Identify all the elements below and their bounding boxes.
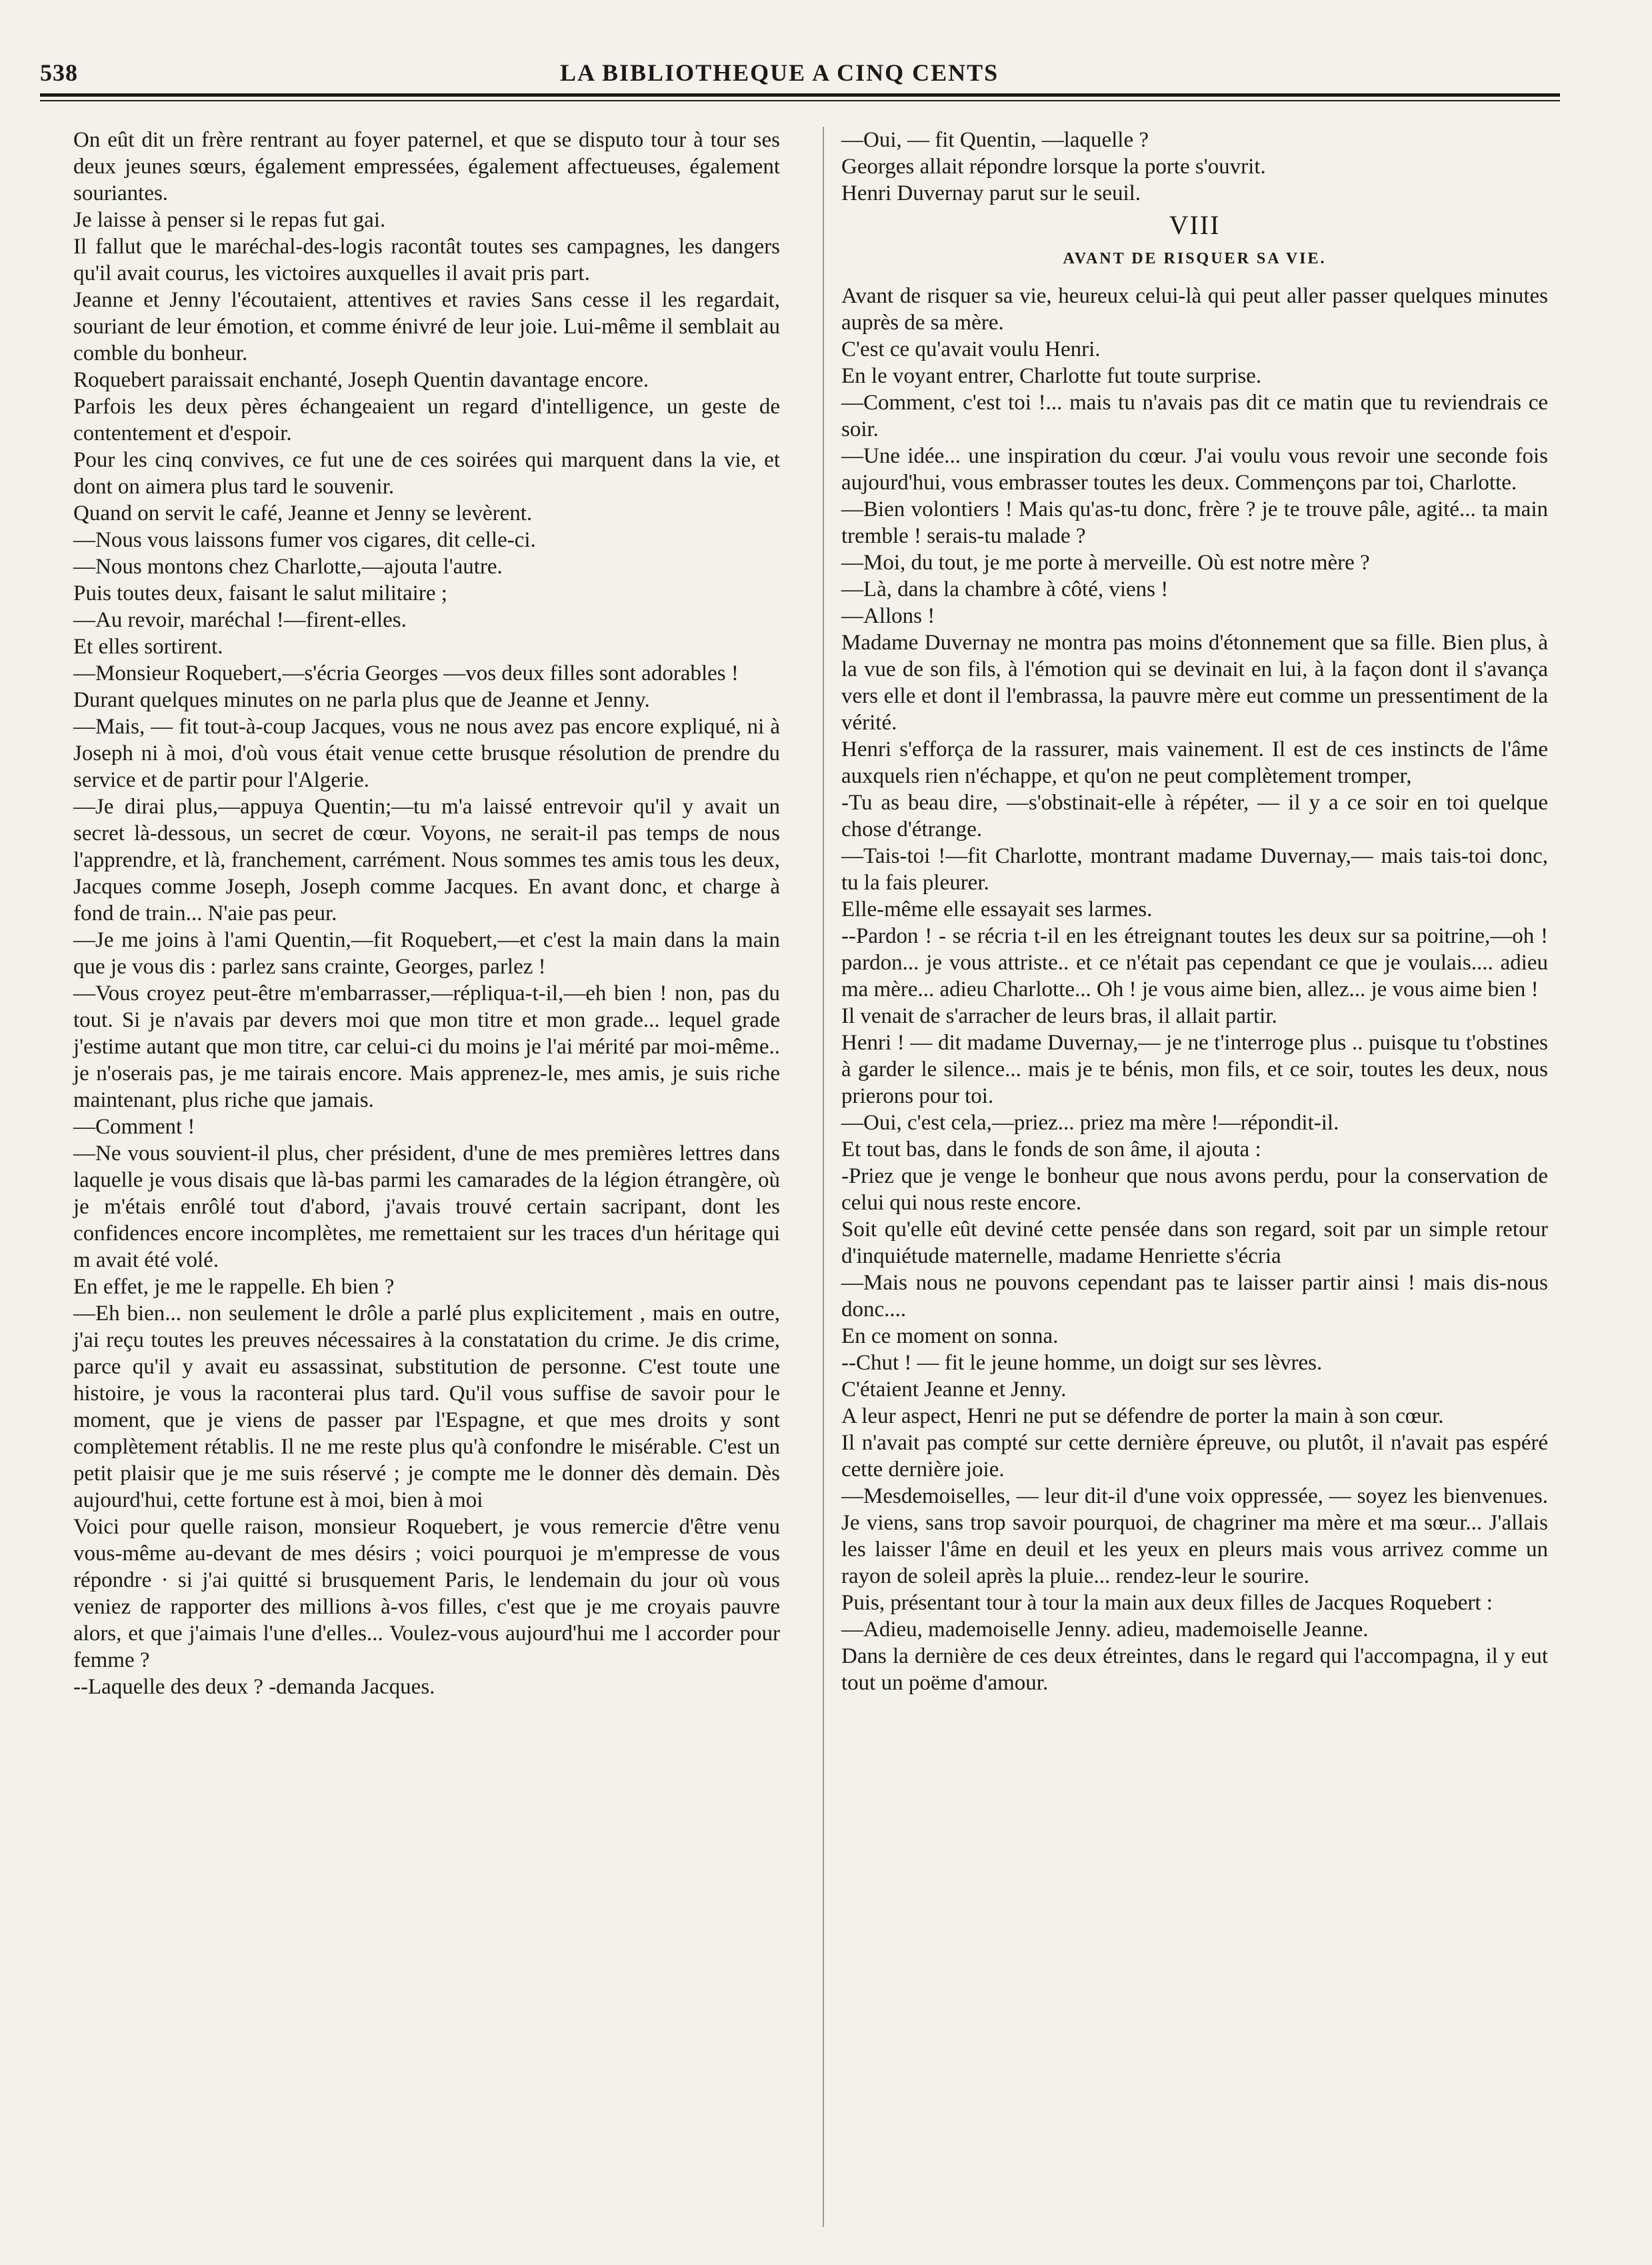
paragraph: Puis toutes deux, faisant le salut militaire ; bbox=[73, 581, 447, 605]
paragraph: A leur aspect, Henri ne put se défendre de porter la main à son cœur. bbox=[841, 1404, 1444, 1428]
paragraph: Pour les cinq convives, ce fut une de ces soirées qui marquent dans la vie, et dont on aimera plus tard le souvenir. bbox=[73, 448, 780, 499]
paragraph: —Une idée... une inspiration du cœur. J'ai voulu vous revoir une seconde fois aujourd'hui, vous embrasser toutes les deux. Commençons par toi, Charlotte. bbox=[841, 444, 1548, 495]
paragraph: —Vous croyez peut-être m'embarrasser,—répliqua-t-il,—eh bien ! non, pas du tout. Si je n'avais par devers moi que mon titre et mon grade... lequel grade j'estime autant que mon titre, car celui-ci du moins je l'ai mérité par moi-même.. je n'oserais pas, je me tairais encore. Mais apprenez-le, mes amis, je suis riche maintenant, plus riche que jamais. bbox=[73, 981, 780, 1112]
paragraph: En ce moment on sonna. bbox=[841, 1324, 1059, 1348]
paragraph: —Monsieur Roquebert,—s'écria Georges —vos deux filles sont adorables ! bbox=[73, 661, 739, 685]
paragraph: --Pardon ! - se récria t-il en les étreignant toutes les deux sur sa poitrine,—oh ! pardon... je vous attriste.. et ce n'était pas cependant ce que je voulais.... adieu ma mère... adieu Charlotte... Oh ! je vous aime bien, allez... je vous aime bien ! bbox=[841, 924, 1548, 1001]
paragraph: Puis, présentant tour à tour la main aux deux filles de Jacques Roquebert : bbox=[841, 1591, 1493, 1615]
paragraph: Durant quelques minutes on ne parla plus que de Jeanne et Jenny. bbox=[73, 688, 650, 712]
paragraph: —Nous vous laissons fumer vos cigares, dit celle-ci. bbox=[73, 528, 536, 552]
page-header bbox=[40, 59, 1560, 99]
paragraph: —Mesdemoiselles, — leur dit-il d'une voix oppressée, — soyez les bienvenues. Je viens, sans trop savoir pourquoi, de chagriner ma mère et ma sœur... J'allais les laisser l'âme en deuil et les yeux en pleurs mais vous arrivez comme un rayon de soleil après la pluie... rendez-leur le sourire. bbox=[841, 1484, 1548, 1588]
paragraph: —Je dirai plus,—appuya Quentin;—tu m'a laissé entrevoir qu'il y avait un secret là-dessous, un secret de cœur. Voyons, ne serait-il pas temps de nous l'apprendre, et là, franchement, carrément. Nous sommes tes amis tous les deux, Jacques comme Joseph, Joseph comme Jacques. En avant donc, et charge à fond de train... N'aie pas peur. bbox=[73, 795, 780, 925]
paragraph: Roquebert paraissait enchanté, Joseph Quentin davantage encore. bbox=[73, 368, 649, 392]
paragraph: —Ne vous souvient-il plus, cher président, d'une de mes premières lettres dans laquelle je vous disais que là-bas parmi les camarades de la légion étrangère, où je m'étais enrôlé tout d'abord, j'avais trouvé certain sacripant, dont les confidences encore incomplètes, me remettaient sur les traces d'un héritage qui m avait été volé. bbox=[73, 1142, 780, 1272]
paragraph: —Tais-toi !—fit Charlotte, montrant madame Duvernay,— mais tais-toi donc, tu la fais pleurer. bbox=[841, 844, 1548, 895]
paragraph: Voici pour quelle raison, monsieur Roquebert, je vous remercie d'être venu vous-même au-devant de mes désirs ; voici pourquoi je m'empresse de vous répondre · si j'ai quitté si brusquement Paris, le lendemain du jour où vous veniez de rapporter des millions à-vos filles, c'est que je me croyais pauvre alors, et que j'aimais l'une d'elles... Voulez-vous aujourd'hui me l accorder pour femme ? bbox=[73, 1515, 780, 1672]
paragraph: —Mais nous ne pouvons cependant pas te laisser partir ainsi ! mais dis-nous donc.... bbox=[841, 1271, 1548, 1322]
paragraph: Quand on servit le café, Jeanne et Jenny se levèrent. bbox=[73, 501, 533, 525]
paragraph: —Là, dans la chambre à côté, viens ! bbox=[841, 577, 1169, 601]
paragraph: Henri s'efforça de la rassurer, mais vainement. Il est de ces instincts de l'âme auxquels rien n'échappe, et qu'on ne peut complètement tromper, bbox=[841, 737, 1548, 788]
right-column bbox=[841, 127, 1548, 1696]
page-number: 538 bbox=[40, 59, 78, 86]
paragraph: —Comment ! bbox=[73, 1115, 195, 1139]
paragraph: —Adieu, mademoiselle Jenny. adieu, mademoiselle Jeanne. bbox=[841, 1618, 1369, 1642]
paragraph: —Eh bien... non seulement le drôle a parlé plus explicitement , mais en outre, j'ai reçu toutes les preuves nécessaires à la constatation du crime. Je dis crime, parce qu'il y avait eu assassinat, substitution de personne. C'est toute une histoire, je vous la raconterai plus tard. Qu'il vous suffise de savoir pour le moment, que je viens de passer par l'Espagne, et que mes droits y sont complètement rétablis. Il ne me reste plus qu'à confondre le misérable. C'est un petit plaisir que je me suis réservé ; je compte me le donner dès demain. Dès aujourd'hui, cette fortune est à moi, bien à moi bbox=[73, 1302, 780, 1512]
paragraph: Parfois les deux pères échangeaient un regard d'intelligence, un geste de contentement et d'espoir. bbox=[73, 395, 780, 445]
chapter-title: AVANT DE RISQUER SA VIE. bbox=[1063, 250, 1327, 267]
paragraph: Jeanne et Jenny l'écoutaient, attentives et ravies Sans cesse il les regardait, souriant de leur émotion, et comme énivré de leur joie. Lui-même il semblait au comble du bonheur. bbox=[73, 288, 780, 365]
paragraph: Soit qu'elle eût deviné cette pensée dans son regard, soit par un simple retour d'inquiétude maternelle, madame Henriette s'écria bbox=[841, 1218, 1548, 1268]
header-rule-thin bbox=[40, 100, 1560, 101]
paragraph: —Au revoir, maréchal !—firent-elles. bbox=[73, 608, 407, 632]
paragraph: Avant de risquer sa vie, heureux celui-là qui peut aller passer quelques minutes auprès de sa mère. bbox=[841, 284, 1548, 335]
paragraph: —Oui, c'est cela,—priez... priez ma mère !—répondit-il. bbox=[841, 1111, 1339, 1135]
paragraph: —Mais, — fit tout-à-coup Jacques, vous ne nous avez pas encore expliqué, ni à Joseph ni à moi, d'où vous était venue cette brusque résolution de prendre du service et de partir pour l'Algerie. bbox=[73, 715, 780, 792]
paragraph: On eût dit un frère rentrant au foyer paternel, et que se disputo tour à tour ses deux jeunes sœurs, également empressées, également affectueuses, également souriantes. bbox=[73, 128, 780, 205]
chapter-number: VIII bbox=[1169, 210, 1221, 240]
paragraph: —Moi, du tout, je me porte à merveille. Où est notre mère ? bbox=[841, 551, 1370, 575]
paragraph: Madame Duvernay ne montra pas moins d'étonnement que sa fille. Bien plus, à la vue de son fils, à l'émotion qui se devinait en lui, à la façon dont il s'avança vers elle et dont il l'embrassa, la pauvre mère eut comme un pressentiment de la vérité. bbox=[841, 631, 1548, 735]
paragraph: C'est ce qu'avait voulu Henri. bbox=[841, 337, 1101, 361]
paragraph: En effet, je me le rappelle. Eh bien ? bbox=[73, 1275, 395, 1299]
paragraph: Il n'avait pas compté sur cette dernière épreuve, ou plutôt, il n'avait pas espéré cette dernière joie. bbox=[841, 1431, 1548, 1482]
column-divider bbox=[823, 127, 824, 2227]
paragraph: -Tu as beau dire, —s'obstinait-elle à répéter, — il y a ce soir en toi quelque chose d'étrange. bbox=[841, 791, 1548, 841]
left-column bbox=[73, 127, 780, 1700]
paragraph: Il venait de s'arracher de leurs bras, il allait partir. bbox=[841, 1004, 1277, 1028]
paragraph: --Chut ! — fit le jeune homme, un doigt sur ses lèvres. bbox=[841, 1351, 1323, 1375]
paragraph: —Oui, — fit Quentin, —laquelle ? bbox=[841, 128, 1149, 152]
paragraph: -Priez que je venge le bonheur que nous avons perdu, pour la conservation de celui qui nous reste encore. bbox=[841, 1164, 1548, 1215]
paragraph: —Allons ! bbox=[841, 604, 935, 628]
paragraph: —Nous montons chez Charlotte,—ajouta l'autre. bbox=[73, 555, 503, 579]
paragraph: Georges allait répondre lorsque la porte s'ouvrit. bbox=[841, 155, 1266, 179]
paragraph: En le voyant entrer, Charlotte fut toute surprise. bbox=[841, 364, 1262, 388]
paragraph: Henri ! — dit madame Duvernay,— je ne t'interroge plus .. puisque tu t'obstines à garder le silence... mais je te bénis, mon fils, et ce soir, toutes les deux, nous prierons pour toi. bbox=[841, 1031, 1548, 1108]
paragraph: C'étaient Jeanne et Jenny. bbox=[841, 1378, 1067, 1402]
paragraph: --Laquelle des deux ? -demanda Jacques. bbox=[73, 1675, 435, 1699]
header-rule-thick bbox=[40, 93, 1560, 97]
paragraph: —Comment, c'est toi !... mais tu n'avais pas dit ce matin que tu reviendrais ce soir. bbox=[841, 391, 1548, 441]
paragraph: —Je me joins à l'ami Quentin,—fit Roquebert,—et c'est la main dans la main que je vous dis : parlez sans crainte, Georges, parlez ! bbox=[73, 928, 780, 979]
paragraph: Dans la dernière de ces deux étreintes, dans le regard qui l'accompagna, il y eut tout un poëme d'amour. bbox=[841, 1644, 1548, 1695]
paragraph: Il fallut que le maréchal-des-logis racontât toutes ses campagnes, les dangers qu'il avait courus, les victoires auxquelles il avait pris part. bbox=[73, 235, 780, 285]
paragraph: Je laisse à penser si le repas fut gai. bbox=[73, 208, 386, 232]
paragraph: Elle-même elle essayait ses larmes. bbox=[841, 897, 1153, 921]
paragraph: —Bien volontiers ! Mais qu'as-tu donc, frère ? je te trouve pâle, agité... ta main tremble ! serais-tu malade ? bbox=[841, 497, 1548, 548]
running-title: LA BIBLIOTHEQUE A CINQ CENTS bbox=[560, 59, 999, 86]
paragraph: Henri Duvernay parut sur le seuil. bbox=[841, 181, 1141, 205]
paragraph: Et elles sortirent. bbox=[73, 635, 223, 659]
paragraph: Et tout bas, dans le fonds de son âme, il ajouta : bbox=[841, 1138, 1261, 1162]
